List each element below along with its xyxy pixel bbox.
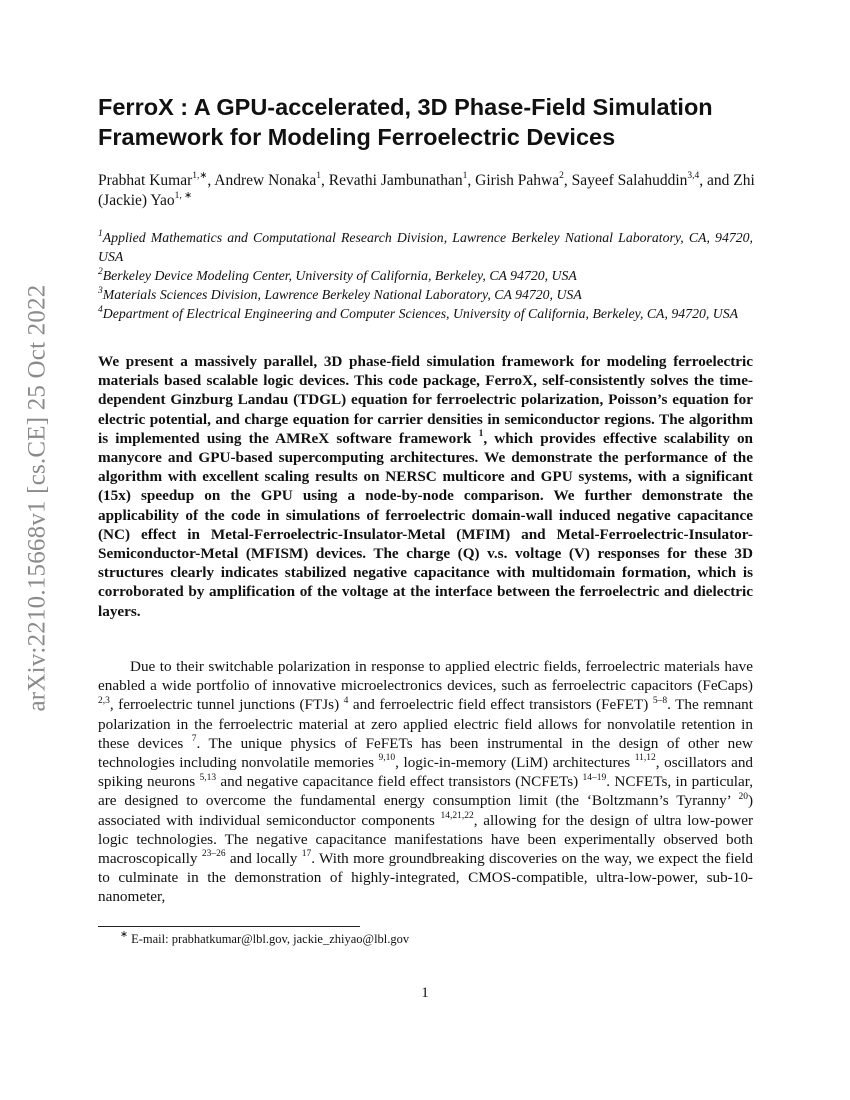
citation-marker: 1	[478, 429, 484, 440]
affiliation: $^1$Applied Mathematics and Computational Research Division, Lawrence Berkeley National Laboratory, CA, 94720, USA	[98, 228, 753, 264]
citation-marker: 23–26	[201, 849, 226, 860]
affiliation: $^3$Materials Sciences Division, Lawrence Berkeley National Laboratory, CA 94720, USA	[98, 285, 582, 302]
affiliation: $^4$Department of Electrical Engineering and Computer Sciences, University of California, Berkeley, CA, 94720, USA	[98, 304, 739, 321]
citation-marker: 2,3	[98, 695, 110, 706]
author: Andrew Nonaka$^1$,	[214, 171, 329, 189]
arxiv-identifier-text: arXiv:2210.15668v1 [cs.CE] 25 Oct 2022	[23, 284, 50, 712]
citation-marker: 5,13	[199, 772, 217, 783]
author-list	[98, 171, 758, 211]
citation-marker: 7	[191, 734, 197, 745]
author: Revathi Jambunathan$^1$,	[328, 171, 476, 189]
citation-marker: 4	[343, 695, 349, 706]
introduction-paragraph: Due to their switchable polarization in response to applied electric fields, ferroelectric materials have enabled a wide portfolio of innovative microelectronics devices, such as ferroelectric capacitors (FeCaps) $^{2,3}$, ferroelectric tunnel junctions (FTJs) $^4$ and ferroelectric field effect transistors (FeFET) $^{5-8}$. The remnant polarization in the ferroelectric material at zero applied electric field allows for nonvolatile retention in these devices $^7$. The unique physics of FeFETs has been instrumental in the design of other new technologies including nonvolatile memories $^{9,10}$, logic-in-memory (LiM) architectures $^{11,12}$, oscillators and spiking neurons $^{5,13}$ and negative capacitance field effect transistors (NCFETs) $^{14-19}$. NCFETs, in particular, are designed to overcome the fundamental energy consumption limit (the ‘Boltzmann’s Tyranny’ $^{20}$) associated with individual semiconductor components $^{14,21,22}$, allowing for the design of ultra low-power logic technologies. The negative capacitance manifestations have been experimentally observed both macroscopically $^{23-26}$ and locally $^{17}$. With more groundbreaking discoveries on the way, we expect the field to culminate in the demonstration of highly-integrated, CMOS-compatible, ultra-low-power, sub-10-nanometer,	[98, 658, 754, 906]
paper-title: FerroX : A GPU-accelerated, 3D Phase-Field Simulation Framework for Modeling Ferroelectric Devices	[98, 94, 713, 150]
author: and Zhi (Jackie) Yao$^{1, ∗}$	[98, 172, 755, 209]
arxiv-identifier-stamp	[12, 284, 62, 712]
page-number: 1	[421, 985, 429, 1001]
author: Sayeef Salahuddin$^{3,4}$,	[571, 171, 708, 189]
affiliation-list	[98, 228, 753, 323]
citation-marker: 11,12	[634, 753, 656, 764]
citation-marker: 9,10	[378, 753, 396, 764]
abstract: We present a massively parallel, 3D phase-field simulation framework for modeling ferroelectric materials based scalable logic devices. This code package, FerroX, self-consistently solves the time-dependent Ginzburg Landau (TDGL) equation for ferroelectric polarization, Poisson’s equation for electric potential, and charge equation for carrier densities in semiconductor regions. The algorithm is implemented using the AMReX software framework $^1$, which provides effective scalability on manycore and GPU-based supercomputing architectures. We demonstrate the performance of the algorithm with excellent scaling results on NERSC multicore and GPU systems, with a significant (15x) speedup on the GPU using a node-by-node comparison. We further demonstrate the applicability of the code in simulations of ferroelectric domain-wall induced negative capacitance (NC) effect in Metal-Ferroelectric-Insulator-Metal (MFIM) and Metal-Ferroelectric-Insulator-Semiconductor-Metal (MFISM) devices. The charge (Q) v.s. voltage (V) responses for these 3D structures clearly indicates stabilized negative capacitance with multidomain formation, which is corroborated by amplification of the voltage at the interface between the ferroelectric and dielectric layers.	[98, 353, 753, 620]
affiliation: $^2$Berkeley Device Modeling Center, University of California, Berkeley, CA 94720, USA	[98, 266, 577, 283]
citation-marker: 14–19	[582, 772, 607, 783]
citation-marker: 5–8	[652, 695, 668, 706]
citation-marker: 17	[301, 849, 312, 860]
citation-marker: 14,21,22	[440, 811, 474, 822]
citation-marker: 20	[738, 791, 748, 802]
author: Prabhat Kumar$^{1,∗}$,	[98, 171, 215, 189]
author: Girish Pahwa$^2$,	[475, 171, 572, 189]
corresponding-author-footnote: ∗ E-mail: prabhatkumar@lbl.gov, jackie_zhiyao@lbl.gov	[120, 930, 410, 946]
footnote-divider	[98, 926, 360, 927]
